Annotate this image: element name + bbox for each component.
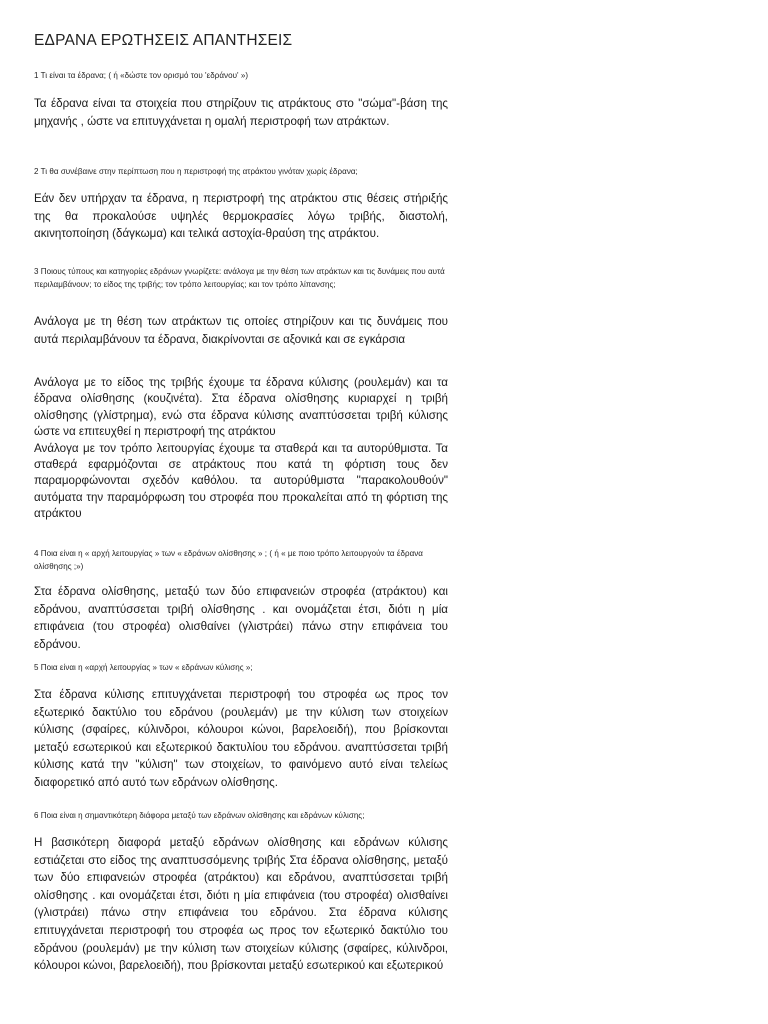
answer-5-paragraph-1: Στα έδρανα κύλισης επιτυγχάνεται περιστροφή του στροφέα ως προς τον εξωτερικό δακτύλιο του εδράνου (ρουλεμάν) με την κύλιση των στοιχείων κύλισης (σφαίρες, κύλινδροι, κόλουροι κώνοι, βαρελοειδή), που βρίσκονται μεταξύ εσωτερικού και εξωτερικού δακτυλίου του εδράνου. αναπτύσσεται τριβή κύλισης κατά την "κύλιση" των στοιχείων, το φαινόμενο αυτό είναι τελείως διαφορετικό από αυτό των εδράνων ολίσθησης. [34, 688, 448, 789]
answer-5 [34, 686, 448, 792]
answer-6-paragraph-1: Η βασικότερη διαφορά μεταξύ εδράνων ολίσθησης και εδράνων κύλισης εστιάζεται στο είδος της αναπτυσσόμενης τριβής Στα έδρανα ολίσθησης, μεταξύ των δύο επιφανειών στροφέα (ατράκτου) και εδράνου, αναπτύσσεται τριβή ολίσθησης . και ονομάζεται έτσι, διότι η μία επιφάνεια (του στροφέα) ολισθαίνει (γλιστράει) πάνω στην επιφάνεια του εδράνου. Στα έδρανα κύλισης επιτυγχάνεται περιστροφή του στροφέα ως προς τον εξωτερικό δακτύλιο του εδράνου (ρουλεμάν) με την κύλιση των στοιχείων κύλισης (σφαίρες, κύλινδροι, κόλουροι κώνοι, βαρελοειδή), που βρίσκονται μεταξύ εσωτερικού και εξωτερικού [34, 836, 448, 973]
question-4: 4 Ποια είναι η « αρχή λειτουργίας » των « εδράνων ολίσθησης » ; ( ή « με ποιο τρόπο λειτουργούν τα έδρανα ολίσθησης ;») [34, 549, 423, 571]
question-1: 1 Τι είναι τα έδρανα; ( ή «δώστε τον ορισμό του 'εδράνου' ») [34, 71, 249, 80]
question-6: 6 Ποια είναι η σημαντικότερη διάφορα μεταξύ των εδράνων ολίσθησης και εδράνων κύλισης; [34, 811, 365, 820]
answer-3-paragraph-3: Ανάλογα με τον τρόπο λειτουργίας έχουμε τα σταθερά και τα αυτορύθμιστα. Τα σταθερά εφαρμόζονται σε ατράκτους που κατά τη φόρτιση τους δεν παραμορφώνονται σχεδόν καθόλου. τα αυτορύθμιστα "παρακολουθούν" αυτόματα την παραμόρφωση του στροφέα που προκαλείται από τη φόρτιση της ατράκτου [34, 441, 448, 521]
answer-2-paragraph-1: Εάν δεν υπήρχαν τα έδρανα, η περιστροφή της ατράκτου στις θέσεις στήριξής της θα προκαλούσε υψηλές θερμοκρασίες λόγω τριβής, διαστολή, ακινητοποίηση (δάγκωμα) και τελικά αστοχία-θραύση της ατράκτου. [34, 192, 448, 241]
answer-3a [34, 313, 448, 348]
answer-1-paragraph-1: Τα έδρανα είναι τα στοιχεία που στηρίζουν τις ατράκτους στο "σώμα"-βάση της μηχανής , ώστε να επιτυγχάνεται η ομαλή περιστροφή των ατράκτων. [34, 97, 448, 128]
answer-1 [34, 95, 448, 130]
answer-6 [34, 834, 448, 975]
answer-4-paragraph-1: Στα έδρανα ολίσθησης, μεταξύ των δύο επιφανειών στροφέα (ατράκτου) και εδράνου, αναπτύσσεται τριβή ολίσθησης . και ονομάζεται έτσι, διότι η μία επιφάνεια (του στροφέα) ολισθαίνει (γλιστράει) πάνω στην επιφάνεια του εδράνου. [34, 585, 448, 651]
answer-2 [34, 190, 448, 243]
answer-3-paragraph-1: Ανάλογα με τη θέση των ατράκτων τις οποίες στηρίζουν και τις δυνάμεις που αυτά περιλαμβάνουν τα έδρανα, διακρίνονται σε αξονικά και σε εγκάρσια [34, 315, 448, 346]
question-5: 5 Ποια είναι η «αρχή λειτουργίας » των « εδράνων κύλισης »; [34, 663, 253, 672]
answer-3b [34, 375, 448, 523]
question-3: 3 Ποιους τύπους και κατηγορίες εδράνων γνωρίζετε: ανάλογα με την θέση των ατράκτων και τις δυνάμεις που αυτά περιλαμβάνουν; το είδος της τριβής; τον τρόπο λειτουργίας; και τον τρόπο λίπανσης; [34, 267, 445, 289]
question-2: 2 Τι θα συνέβαινε στην περίπτωση που η περιστροφή της ατράκτου γινόταν χωρίς έδρανα; [34, 167, 358, 176]
answer-3-paragraph-2: Ανάλογα με το είδος της τριβής έχουμε τα έδρανα κύλισης (ρουλεμάν) και τα έδρανα ολίσθησης (κουζινέτα). Στα έδρανα ολίσθησης κυριαρχεί η τριβή ολίσθησης (γλίστρημα), ενώ στα έδρανα κύλισης αναπτύσσεται τριβή κύλισης ώστε να επιτευχθεί η περιστροφή της ατράκτου [34, 376, 448, 439]
answer-4 [34, 583, 448, 653]
page-title: ΕΔΡΑΝΑ ΕΡΩΤΗΣΕΙΣ ΑΠΑΝΤΗΣΕΙΣ [34, 32, 293, 49]
